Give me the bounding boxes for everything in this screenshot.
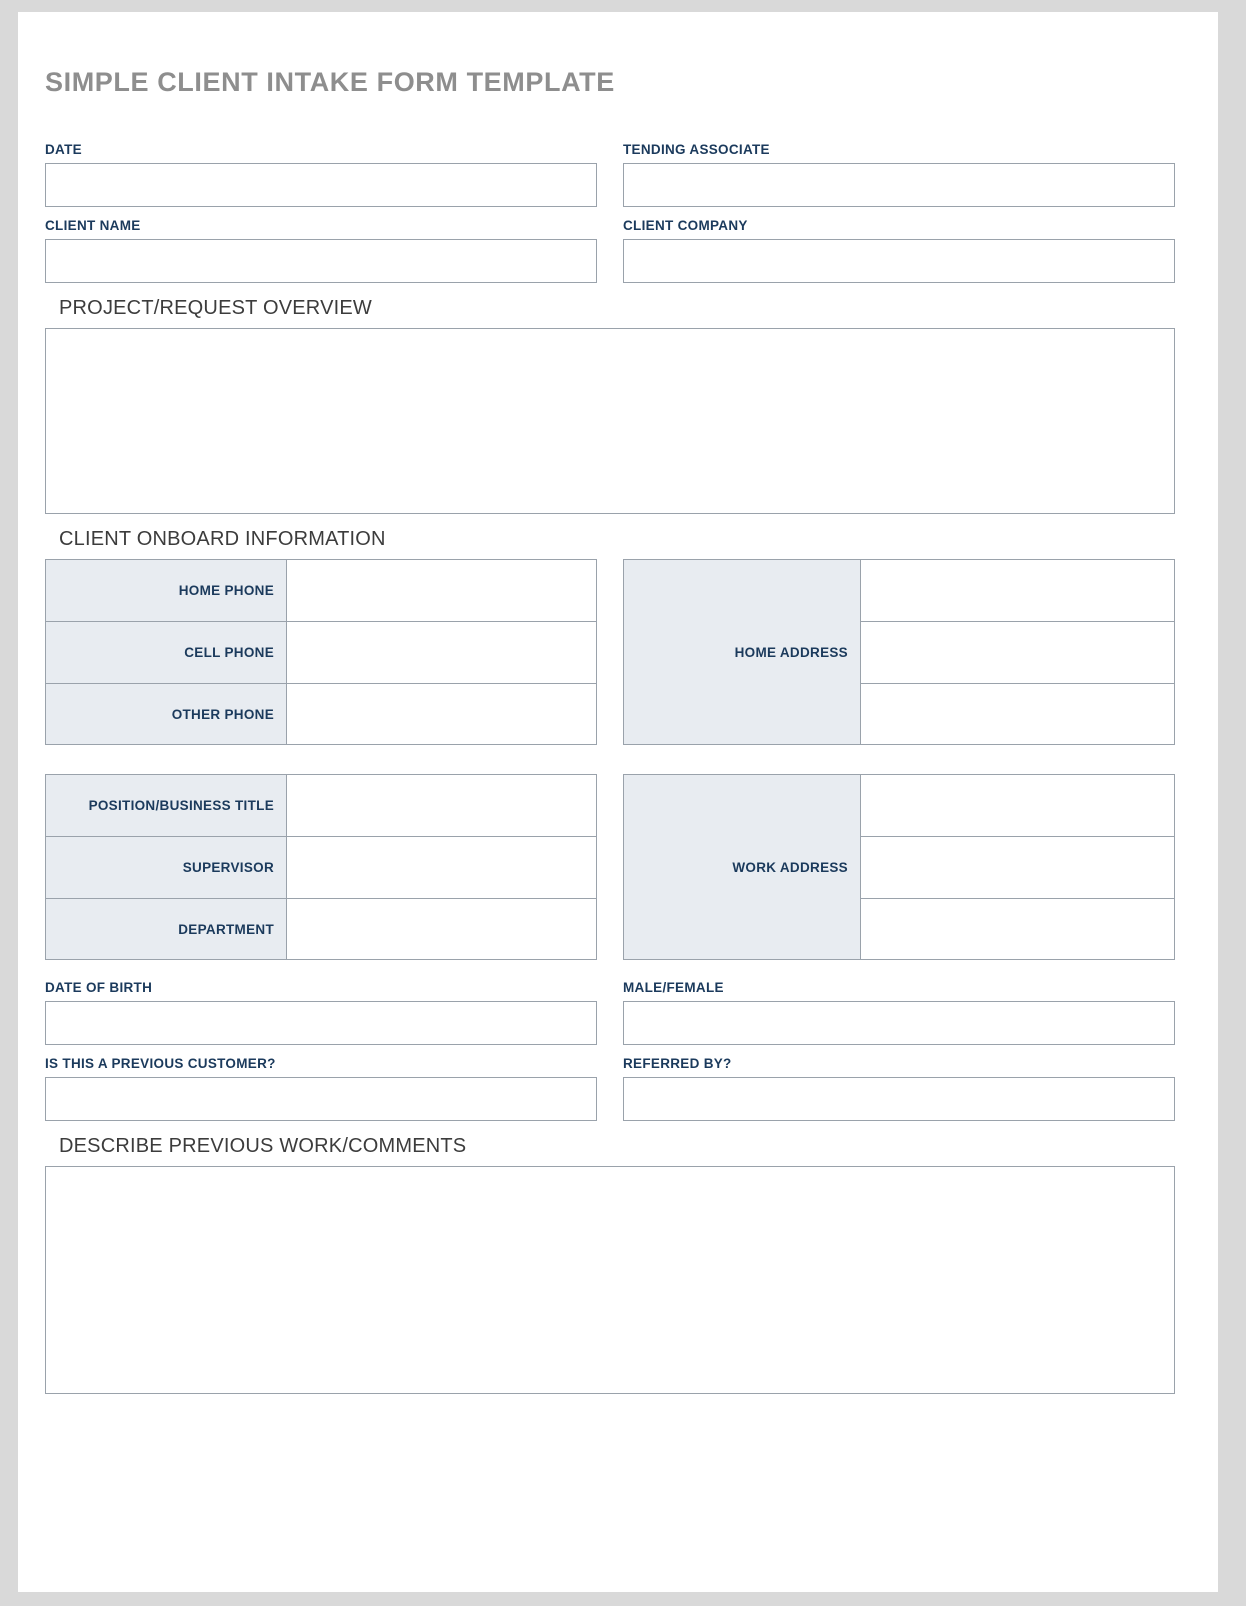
table-row <box>45 774 597 836</box>
input-work-address-line-3[interactable] <box>861 898 1175 960</box>
label-supervisor: SUPERVISOR <box>45 836 287 898</box>
table-row <box>45 683 597 745</box>
label-date: DATE <box>45 142 82 157</box>
label-client-company: CLIENT COMPANY <box>623 218 748 233</box>
table-row <box>45 898 597 960</box>
input-other-phone[interactable] <box>287 683 597 745</box>
home-address-lines <box>861 559 1175 745</box>
page-title: SIMPLE CLIENT INTAKE FORM TEMPLATE <box>45 67 615 97</box>
work-address-lines <box>861 774 1175 960</box>
input-male-female[interactable] <box>623 1001 1175 1045</box>
label-referred-by: REFERRED BY? <box>623 1056 732 1071</box>
label-department: DEPARTMENT <box>45 898 287 960</box>
field-project-overview <box>45 297 1175 514</box>
input-date-of-birth[interactable] <box>45 1001 597 1045</box>
field-tending-associate <box>623 142 1175 207</box>
input-previous-customer[interactable] <box>45 1077 597 1121</box>
input-client-company[interactable] <box>623 239 1175 283</box>
input-cell-phone[interactable] <box>287 621 597 683</box>
input-referred-by[interactable] <box>623 1077 1175 1121</box>
input-department[interactable] <box>287 898 597 960</box>
row-contact-home-address <box>45 559 1175 745</box>
input-client-name[interactable] <box>45 239 597 283</box>
input-home-address-line-1[interactable] <box>861 559 1175 621</box>
table-row <box>45 836 597 898</box>
input-describe-previous-work[interactable] <box>45 1166 1175 1394</box>
field-referred-by <box>623 1056 1175 1121</box>
input-home-address-line-3[interactable] <box>861 683 1175 745</box>
input-project-overview[interactable] <box>45 328 1175 514</box>
table-row <box>45 559 597 621</box>
input-supervisor[interactable] <box>287 836 597 898</box>
input-tending-associate[interactable] <box>623 163 1175 207</box>
document-body <box>45 67 1175 1394</box>
label-male-female: MALE/FEMALE <box>623 980 724 995</box>
label-project-overview: PROJECT/REQUEST OVERVIEW <box>59 297 373 319</box>
label-describe-previous-work: DESCRIBE PREVIOUS WORK/COMMENTS <box>59 1135 467 1157</box>
field-previous-customer <box>45 1056 597 1121</box>
field-date-of-birth <box>45 980 597 1045</box>
input-work-address-line-1[interactable] <box>861 774 1175 836</box>
section-title-client-onboard: CLIENT ONBOARD INFORMATION <box>59 528 386 550</box>
label-home-phone: HOME PHONE <box>45 559 287 621</box>
field-client-company <box>623 218 1175 283</box>
input-date[interactable] <box>45 163 597 207</box>
input-home-phone[interactable] <box>287 559 597 621</box>
row-date-associate <box>45 142 1175 207</box>
field-describe-previous-work <box>45 1135 1175 1394</box>
field-date <box>45 142 597 207</box>
row-previous-customer-referred <box>45 1056 1175 1121</box>
label-home-address: HOME ADDRESS <box>623 559 861 745</box>
table-home-address <box>623 559 1175 745</box>
row-client-name-company <box>45 218 1175 283</box>
label-tending-associate: TENDING ASSOCIATE <box>623 142 770 157</box>
table-work-address <box>623 774 1175 960</box>
table-contact-phones <box>45 559 597 745</box>
input-home-address-line-2[interactable] <box>861 621 1175 683</box>
spacer <box>45 756 1175 774</box>
label-work-address: WORK ADDRESS <box>623 774 861 960</box>
field-client-name <box>45 218 597 283</box>
input-work-address-line-2[interactable] <box>861 836 1175 898</box>
document-sheet <box>18 12 1218 1592</box>
row-employment-work-address <box>45 774 1175 960</box>
label-date-of-birth: DATE OF BIRTH <box>45 980 153 995</box>
input-position-business-title[interactable] <box>287 774 597 836</box>
table-employment <box>45 774 597 960</box>
table-row <box>45 621 597 683</box>
label-position-business-title: POSITION/BUSINESS TITLE <box>45 774 287 836</box>
field-male-female <box>623 980 1175 1045</box>
row-dob-gender <box>45 980 1175 1045</box>
label-cell-phone: CELL PHONE <box>45 621 287 683</box>
label-other-phone: OTHER PHONE <box>45 683 287 745</box>
label-previous-customer: IS THIS A PREVIOUS CUSTOMER? <box>45 1056 276 1071</box>
label-client-name: CLIENT NAME <box>45 218 141 233</box>
